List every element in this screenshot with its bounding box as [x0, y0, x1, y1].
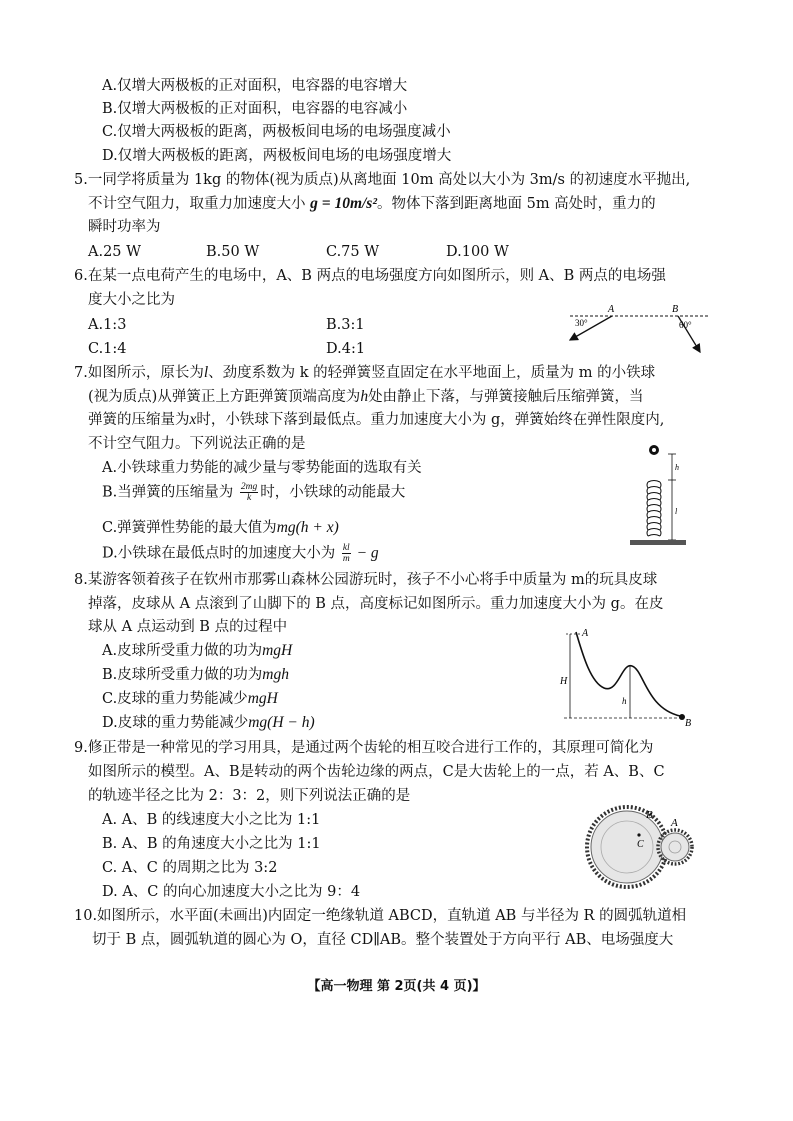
q9-gear-figure: [585, 802, 695, 892]
q6-stem-line2: 度大小之比为: [88, 292, 175, 308]
q5-option-c: C.75 W: [326, 244, 380, 260]
q7-option-b: B.当弹簧的压缩量为 $\frac{2mg}{k}$ 时，小铁球的动能最大: [102, 482, 406, 503]
q9-large-gear: [591, 811, 663, 883]
q9-small-gear: [661, 833, 689, 861]
q4-option-a: A.仅增大两极板的正对面积，电容器的电容增大: [102, 78, 408, 94]
q5-gravity-math: g = 10m/s²: [310, 195, 377, 212]
q8-hill-curve: [576, 632, 680, 716]
q7-label-h: h: [675, 463, 679, 472]
q8-hill-figure: [560, 622, 700, 732]
q5-option-a: A.25 W: [88, 244, 142, 260]
q7-spring: [648, 481, 660, 537]
q9-stem-line1: 9.修正带是一种常见的学习用具，是通过两个齿轮的相互咬合进行工作的，其原理可简化为: [74, 740, 654, 756]
q8-option-c: C.皮球的重力势能减少mgH: [102, 690, 278, 707]
q5-option-d: D.100 W: [446, 244, 509, 260]
q6-stem-line1: 6.在某一点电荷产生的电场中，A、B 两点的电场强度方向如图所示，则 A、B 两点的电场强: [74, 268, 666, 284]
q6-label-b: B: [672, 304, 679, 315]
q6-electric-field-figure: [560, 300, 720, 360]
q8-option-a: A.皮球所受重力做的功为mgH: [102, 642, 293, 659]
q6-angle-b: 60°: [679, 320, 692, 330]
q9-point-c: [637, 833, 640, 836]
q7-stem-line2: (视为质点)从弹簧正上方距弹簧顶端高度为h处由静止下落，与弹簧接触后压缩弹簧，当: [88, 388, 644, 405]
q9-option-c: C. A、C 的周期之比为 3:2: [102, 860, 278, 876]
q9-label-a: A: [671, 817, 678, 829]
q8-option-b: B.皮球所受重力做的功为mgh: [102, 666, 289, 683]
q6-option-c: C.1:4: [88, 341, 127, 357]
q8-label-small-h: h: [622, 696, 627, 706]
q9-stem-line2: 如图所示的模型。A、B是转动的两个齿轮边缘的两点，C是大齿轮上的一点，若 A、B、C: [88, 764, 665, 780]
q10-stem-line1: 10.如图所示，水平面(未画出)内固定一绝缘轨道 ABCD，直轨道 AB 与半径为 R 的圆弧轨道相: [74, 908, 687, 924]
q8-stem-line1: 8.某游客领着孩子在钦州市那雾山森林公园游玩时，孩子不小心将手中质量为 m的玩具皮球: [74, 572, 658, 588]
q8-label-a: A: [582, 628, 589, 639]
q9-label-c: C: [637, 839, 644, 850]
q5-option-b: B.50 W: [206, 244, 260, 260]
q9-label-b: B: [646, 809, 653, 821]
q5-stem-line2: 不计空气阻力，取重力加速度大小 g = 10m/s²。物体下落到距离地面 5m 高处时，重力的: [88, 195, 656, 212]
q6-option-b: B.3:1: [326, 317, 365, 333]
q7-option-a: A.小铁球重力势能的减少量与零势能面的选取有关: [102, 460, 422, 476]
q7-option-c: C.弹簧弹性势能的最大值为mg(h + x): [102, 519, 339, 536]
q7-label-l: l: [675, 507, 678, 516]
q4-option-c: C.仅增大两极板的距离，两极板间电场的电场强度减小: [102, 124, 451, 140]
q8-label-b: B: [685, 718, 692, 729]
q7-stem-line3: 弹簧的压缩量为x时，小铁球下落到最低点。重力加速度大小为 g，弹簧始终在弹性限度内,: [88, 411, 665, 428]
q6-option-a: A.1:3: [88, 317, 127, 333]
q4-option-b: B.仅增大两极板的正对面积，电容器的电容减小: [102, 101, 408, 117]
q9-option-a: A. A、B 的线速度大小之比为 1:1: [102, 812, 321, 828]
q8-label-big-h: H: [560, 676, 568, 687]
q8-option-d: D.皮球的重力势能减少mg(H − h): [102, 714, 315, 731]
page-footer: 【高一物理 第 2页(共 4 页)】: [307, 979, 486, 994]
q6-label-a: A: [608, 304, 615, 315]
q4-option-d: D.仅增大两极板的距离，两极板间电场的电场强度增大: [102, 148, 452, 164]
q7-option-d: D.小铁球在最低点时的加速度大小为 $\frac{kl}{m}$ − g: [102, 543, 379, 564]
q7-stem-line1: 7.如图所示，原长为l、劲度系数为 k 的轻弹簧竖直固定在水平地面上，质量为 m 的小铁球: [74, 364, 656, 381]
q7-spring-figure: [628, 440, 688, 550]
q9-option-d: D. A、C 的向心加速度大小之比为 9：4: [102, 884, 361, 900]
q9-option-b: B. A、B 的角速度大小之比为 1:1: [102, 836, 321, 852]
q7-stem-line4: 不计空气阻力。下列说法正确的是: [88, 436, 306, 452]
q5-stem-line1: 5.一同学将质量为 1kg 的物体(视为质点)从离地面 10m 高处以大小为 3m/s 的初速度水平抛出,: [74, 172, 691, 188]
q8-stem-line3: 球从 A 点运动到 B 点的过程中: [88, 619, 288, 635]
q8-stem-line2: 掉落，皮球从 A 点滚到了山脚下的 B 点，高度标记如图所示。重力加速度大小为 g。在皮: [88, 596, 664, 612]
q6-option-d: D.4:1: [326, 341, 366, 357]
q10-stem-line2: 切于 B 点，圆弧轨道的圆心为 O，直径 CD∥AB。整个装置处于方向平行 AB、电场强度大: [92, 932, 674, 948]
q7-ground: [630, 540, 686, 545]
q9-stem-line3: 的轨迹半径之比为 2：3：2，则下列说法正确的是: [88, 788, 411, 804]
q6-angle-a: 30°: [575, 318, 588, 328]
q5-stem-line3: 瞬时功率为: [88, 219, 161, 235]
